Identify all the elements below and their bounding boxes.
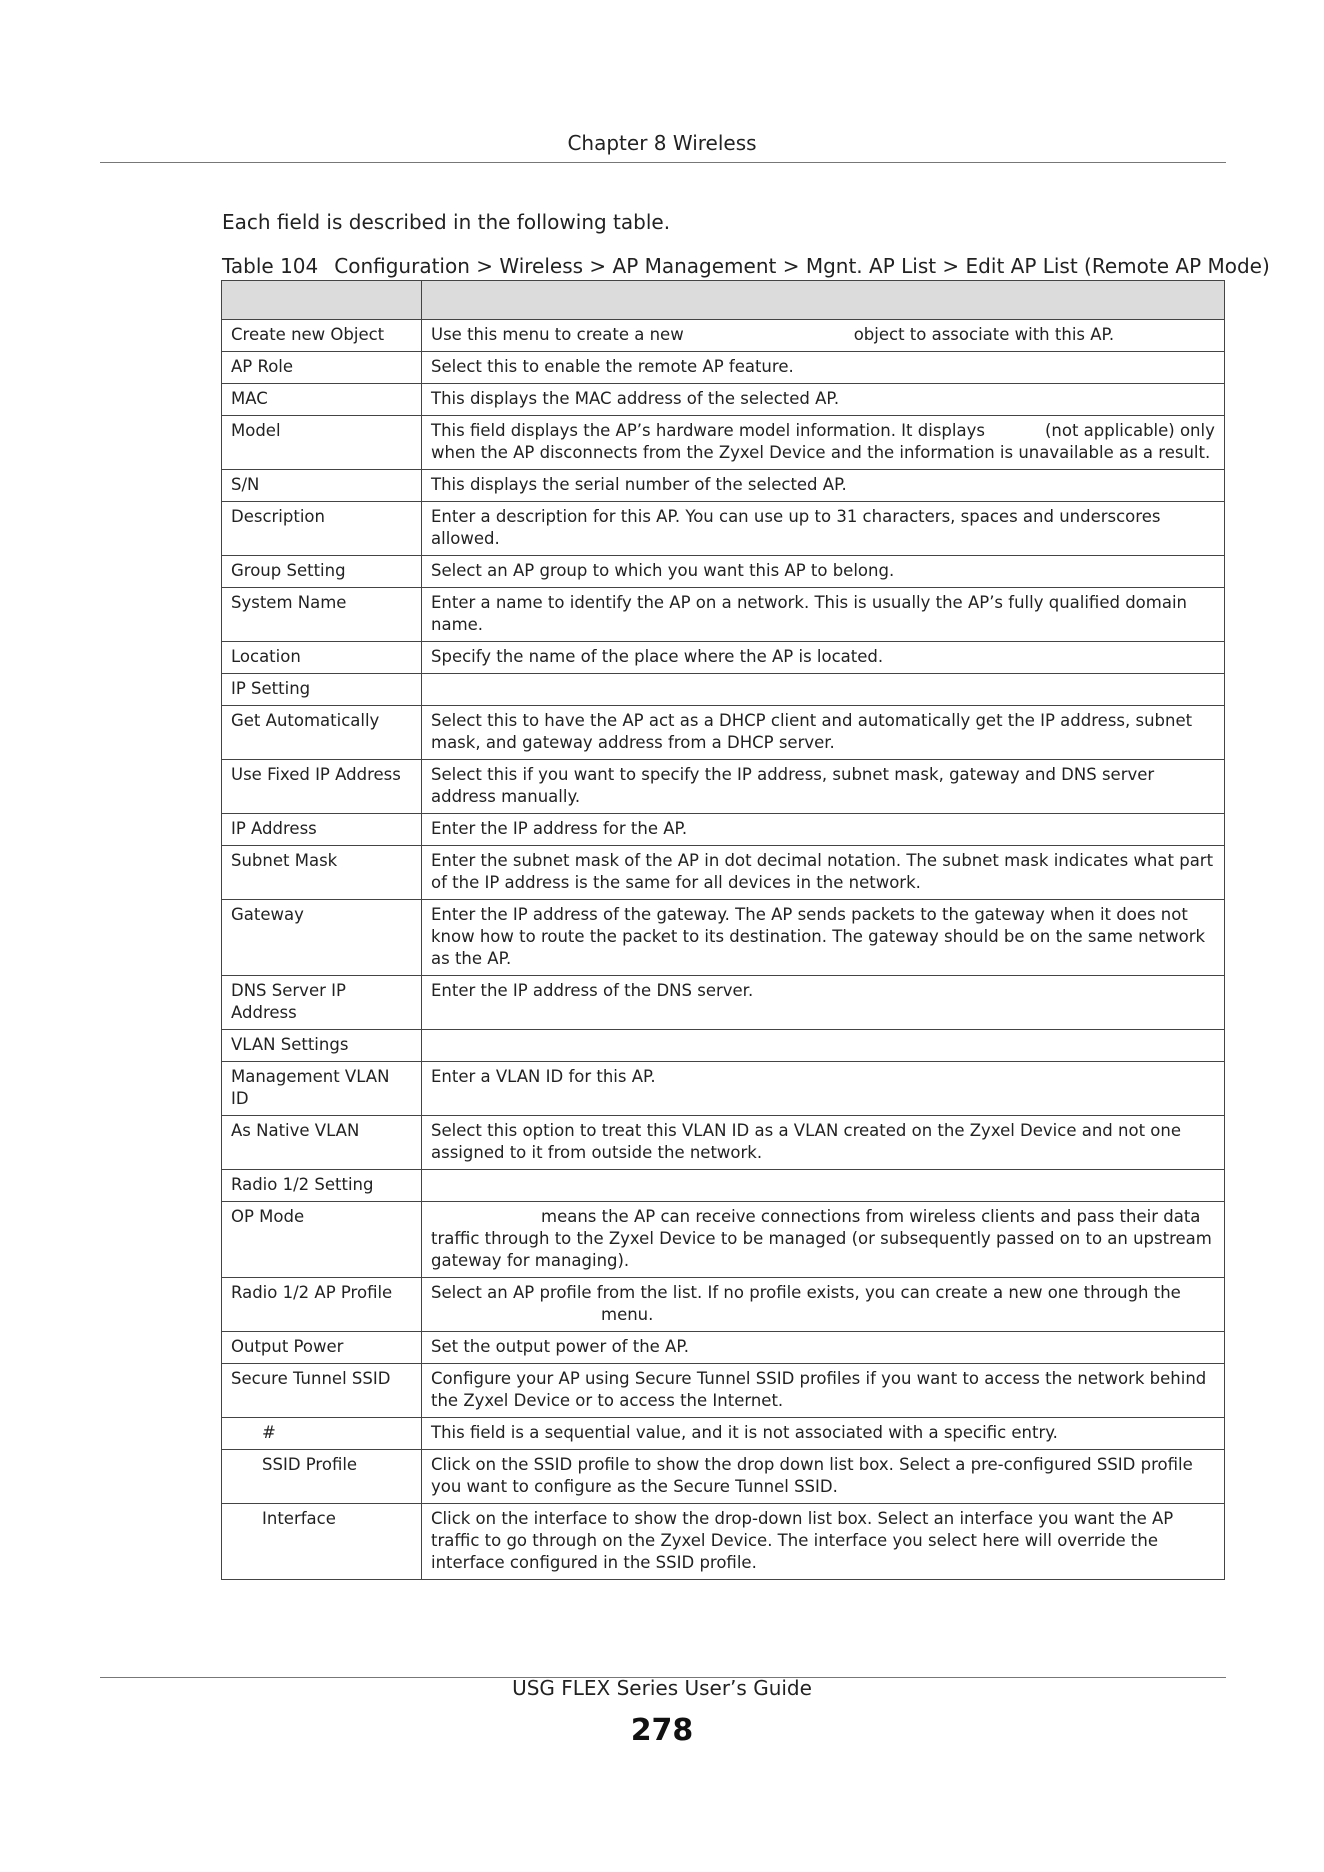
- field-label: As Native VLAN: [222, 1116, 422, 1170]
- table-row: [222, 470, 1225, 502]
- field-label: Get Automatically: [222, 706, 422, 760]
- field-label: #: [222, 1418, 422, 1450]
- table-row: [222, 320, 1225, 352]
- field-description: Enter a description for this AP. You can use up to 31 characters, spaces and underscores allowed.: [422, 502, 1225, 556]
- description-text: menu.: [601, 1305, 654, 1324]
- field-label: Use Fixed IP Address: [222, 760, 422, 814]
- section-label: VLAN Settings: [222, 1030, 422, 1062]
- field-label: Interface: [222, 1504, 422, 1580]
- guide-title: USG FLEX Series User’s Guide: [512, 1676, 812, 1700]
- table-row: [222, 502, 1225, 556]
- header-description-cell: [422, 281, 1225, 320]
- table-row: [222, 760, 1225, 814]
- field-description: Enter the subnet mask of the AP in dot decimal notation. The subnet mask indicates what part of the IP address is the same for all devices in the network.: [422, 846, 1225, 900]
- description-text: Select an AP profile from the list. If no profile exists, you can create a new one through the: [431, 1283, 1181, 1302]
- field-description: [422, 1202, 1225, 1278]
- table-row: [222, 846, 1225, 900]
- field-description: Set the output power of the AP.: [422, 1332, 1225, 1364]
- table-row: [222, 1332, 1225, 1364]
- field-description-table: [221, 280, 1225, 1580]
- description-text: object to associate with this AP.: [853, 325, 1115, 344]
- table-row: [222, 1364, 1225, 1418]
- table-row: [222, 1418, 1225, 1450]
- table-row: [222, 556, 1225, 588]
- field-description: [422, 416, 1225, 470]
- header-rule: [100, 162, 1226, 163]
- field-description: Enter the IP address of the DNS server.: [422, 976, 1225, 1030]
- field-label: Create new Object: [222, 320, 422, 352]
- field-description: Configure your AP using Secure Tunnel SSID profiles if you want to access the network behind the Zyxel Device or to access the Internet.: [422, 1364, 1225, 1418]
- field-description: Enter a name to identify the AP on a network. This is usually the AP’s fully qualified domain name.: [422, 588, 1225, 642]
- table-row: [222, 814, 1225, 846]
- field-description: [422, 1278, 1225, 1332]
- field-description: [422, 320, 1225, 352]
- table-row: [222, 900, 1225, 976]
- table-row: [222, 1202, 1225, 1278]
- field-description: Select this to enable the remote AP feature.: [422, 352, 1225, 384]
- field-label: Description: [222, 502, 422, 556]
- field-description: Click on the SSID profile to show the drop down list box. Select a pre-configured SSID profile you want to configure as the Secure Tunnel SSID.: [422, 1450, 1225, 1504]
- field-label: Radio 1/2 AP Profile: [222, 1278, 422, 1332]
- field-description: Enter the IP address of the gateway. The AP sends packets to the gateway when it does not know how to route the packet to its destination. The gateway should be on the same network as the AP.: [422, 900, 1225, 976]
- table-row: [222, 588, 1225, 642]
- table-header-row: [222, 281, 1225, 320]
- section-label: IP Setting: [222, 674, 422, 706]
- table-section-row: [222, 1030, 1225, 1062]
- field-description: Select an AP group to which you want this AP to belong.: [422, 556, 1225, 588]
- table-title: Configuration > Wireless > AP Management > Mgnt. AP List > Edit AP List (Remote AP Mode): [334, 254, 1270, 278]
- table-section-row: [222, 674, 1225, 706]
- field-label: AP Role: [222, 352, 422, 384]
- table-row: [222, 1450, 1225, 1504]
- table-row: [222, 642, 1225, 674]
- field-label: DNS Server IP Address: [222, 976, 422, 1030]
- page-number: 278: [630, 1713, 694, 1748]
- field-label: S/N: [222, 470, 422, 502]
- field-label: Output Power: [222, 1332, 422, 1364]
- table-row: [222, 1116, 1225, 1170]
- field-description: [422, 1030, 1225, 1062]
- field-label: SSID Profile: [222, 1450, 422, 1504]
- field-label: Management VLAN ID: [222, 1062, 422, 1116]
- description-text: This field displays the AP’s hardware model information. It displays: [431, 421, 985, 440]
- field-label: Location: [222, 642, 422, 674]
- field-description: Enter the IP address for the AP.: [422, 814, 1225, 846]
- description-text: Use this menu to create a new: [431, 325, 684, 344]
- chapter-header: Chapter 8 Wireless: [567, 131, 757, 155]
- field-label: Gateway: [222, 900, 422, 976]
- field-label: Secure Tunnel SSID: [222, 1364, 422, 1418]
- table-row: [222, 1278, 1225, 1332]
- field-description: Enter a VLAN ID for this AP.: [422, 1062, 1225, 1116]
- section-label: Radio 1/2 Setting: [222, 1170, 422, 1202]
- description-text: (not applicable) only when the AP disconnects from the Zyxel Device and the information is unavailable as a result.: [431, 421, 1215, 462]
- field-description: [422, 1170, 1225, 1202]
- field-label: Subnet Mask: [222, 846, 422, 900]
- field-description: Specify the name of the place where the AP is located.: [422, 642, 1225, 674]
- field-label: MAC: [222, 384, 422, 416]
- table-row: [222, 416, 1225, 470]
- field-description: Select this if you want to specify the IP address, subnet mask, gateway and DNS server address manually.: [422, 760, 1225, 814]
- field-description: This displays the MAC address of the selected AP.: [422, 384, 1225, 416]
- field-description: This displays the serial number of the selected AP.: [422, 470, 1225, 502]
- field-label: IP Address: [222, 814, 422, 846]
- table-number: Table 104: [222, 254, 319, 278]
- header-label-cell: [222, 281, 422, 320]
- field-label: System Name: [222, 588, 422, 642]
- table-row: [222, 976, 1225, 1030]
- field-label: Model: [222, 416, 422, 470]
- field-label: Group Setting: [222, 556, 422, 588]
- field-description: This field is a sequential value, and it is not associated with a specific entry.: [422, 1418, 1225, 1450]
- table-row: [222, 706, 1225, 760]
- table-section-row: [222, 1170, 1225, 1202]
- table-row: [222, 1062, 1225, 1116]
- field-label: OP Mode: [222, 1202, 422, 1278]
- field-description: Select this to have the AP act as a DHCP client and automatically get the IP address, subnet mask, and gateway address from a DHCP server.: [422, 706, 1225, 760]
- field-description: Click on the interface to show the drop-down list box. Select an interface you want the AP traffic to go through on the Zyxel Device. The interface you select here will override the interface configured in the SSID profile.: [422, 1504, 1225, 1580]
- table-row: [222, 1504, 1225, 1580]
- field-description: Select this option to treat this VLAN ID as a VLAN created on the Zyxel Device and not one assigned to it from outside the network.: [422, 1116, 1225, 1170]
- field-description: [422, 674, 1225, 706]
- table-row: [222, 352, 1225, 384]
- intro-text: Each field is described in the following table.: [222, 210, 671, 234]
- table-caption: [222, 254, 1270, 278]
- table-row: [222, 384, 1225, 416]
- description-text: means the AP can receive connections from wireless clients and pass their data traffic through to the Zyxel Device to be managed (or subsequently passed on to an upstream gateway for managing).: [431, 1207, 1212, 1270]
